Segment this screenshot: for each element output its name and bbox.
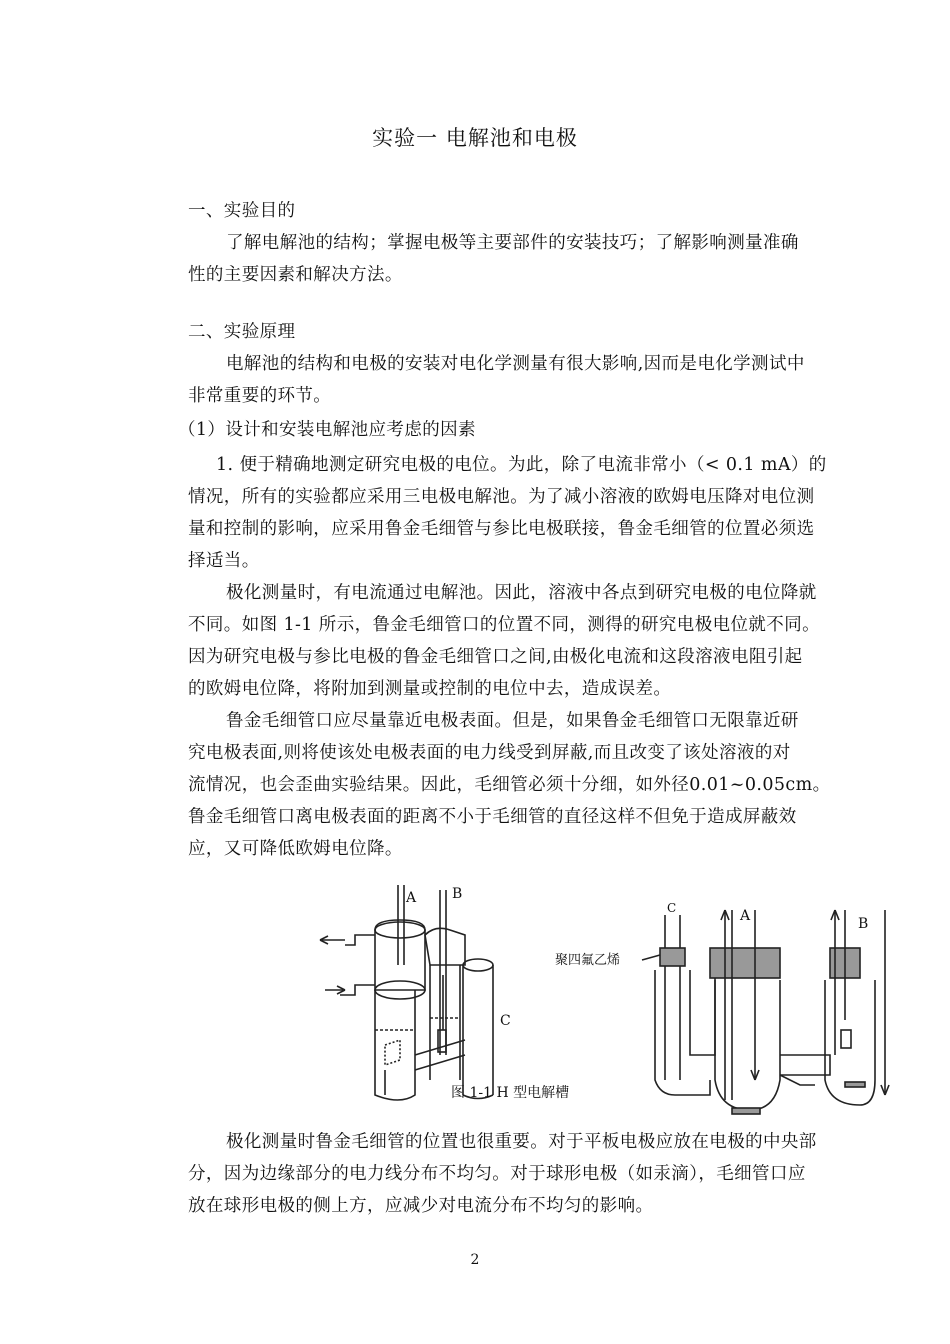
paragraph-line: 流情况，也会歪曲实验结果。因此，毛细管必须十分细，如外径0.01~0.05cm。 bbox=[188, 775, 831, 795]
paragraph-line: 极化测量时，有电流通过电解池。因此，溶液中各点到研究电极的电位降就 bbox=[226, 583, 817, 603]
section-heading-objective: 一、实验目的 bbox=[188, 201, 296, 221]
paragraph-line: 应，又可降低欧姆电位降。 bbox=[188, 839, 403, 859]
figure-label-c: C bbox=[500, 1013, 511, 1029]
page-title: 实验一 电解池和电极 bbox=[372, 126, 578, 150]
section-heading-principle: 二、实验原理 bbox=[188, 322, 296, 342]
paragraph-line: 不同。如图 1-1 所示，鲁金毛细管口的位置不同，测得的研究电极电位就不同。 bbox=[188, 615, 821, 635]
paragraph-line: 鲁金毛细管口应尽量靠近电极表面。但是，如果鲁金毛细管口无限靠近研 bbox=[226, 711, 799, 731]
figure-right-label-c: C bbox=[667, 901, 677, 915]
paragraph-line: 因为研究电极与参比电极的鲁金毛细管口之间,由极化电流和这段溶液电阻引起 bbox=[188, 647, 803, 667]
page-number: 2 bbox=[470, 1252, 480, 1268]
h-cell-figure bbox=[300, 880, 900, 1125]
paragraph-line: 极化测量时鲁金毛细管的位置也很重要。对于平板电极应放在电极的中央部 bbox=[226, 1132, 817, 1152]
paragraph-line: 量和控制的影响，应采用鲁金毛细管与参比电极联接，鲁金毛细管的位置必须选 bbox=[188, 519, 815, 539]
paragraph-line: 非常重要的环节。 bbox=[188, 386, 332, 406]
paragraph-line: 放在球形电极的侧上方，应减少对电流分布不均匀的影响。 bbox=[188, 1196, 654, 1216]
figure-caption: 图 1-1 H 型电解槽 bbox=[451, 1085, 570, 1101]
paragraph-line: 情况，所有的实验都应采用三电极电解池。为了减小溶液的欧姆电压降对电位测 bbox=[188, 487, 815, 507]
paragraph-line: 性的主要因素和解决方法。 bbox=[188, 265, 403, 285]
figure-label-b: B bbox=[452, 886, 463, 902]
paragraph-line: 了解电解池的结构；掌握电极等主要部件的安装技巧；了解影响测量准确 bbox=[226, 233, 799, 253]
figure-label-a: A bbox=[406, 890, 417, 906]
list-item-line: 1. 便于精确地测定研究电极的电位。为此，除了电流非常小（< 0.1 mA）的 bbox=[216, 455, 827, 475]
paragraph-line: 究电极表面,则将使该处电极表面的电力线受到屏蔽,而且改变了该处溶液的对 bbox=[188, 743, 791, 763]
paragraph-line: 择适当。 bbox=[188, 551, 260, 571]
subsection-heading: （1）设计和安装电解池应考虑的因素 bbox=[178, 420, 476, 440]
figure-label-ptfe: 聚四氟乙烯 bbox=[555, 953, 621, 968]
paragraph-line: 电解池的结构和电极的安装对电化学测量有很大影响,因而是电化学测试中 bbox=[226, 354, 805, 374]
paragraph-line: 鲁金毛细管口离电极表面的距离不小于毛细管的直径这样不但免于造成屏蔽效 bbox=[188, 807, 797, 827]
h-cell-diagram bbox=[300, 880, 900, 1125]
figure-right-label-a: A bbox=[740, 908, 751, 924]
paragraph-line: 分，因为边缘部分的电力线分布不均匀。对于球形电极（如汞滴），毛细管口应 bbox=[188, 1164, 806, 1184]
figure-right-label-b: B bbox=[858, 916, 869, 932]
paragraph-line: 的欧姆电位降，将附加到测量或控制的电位中去，造成误差。 bbox=[188, 679, 672, 699]
